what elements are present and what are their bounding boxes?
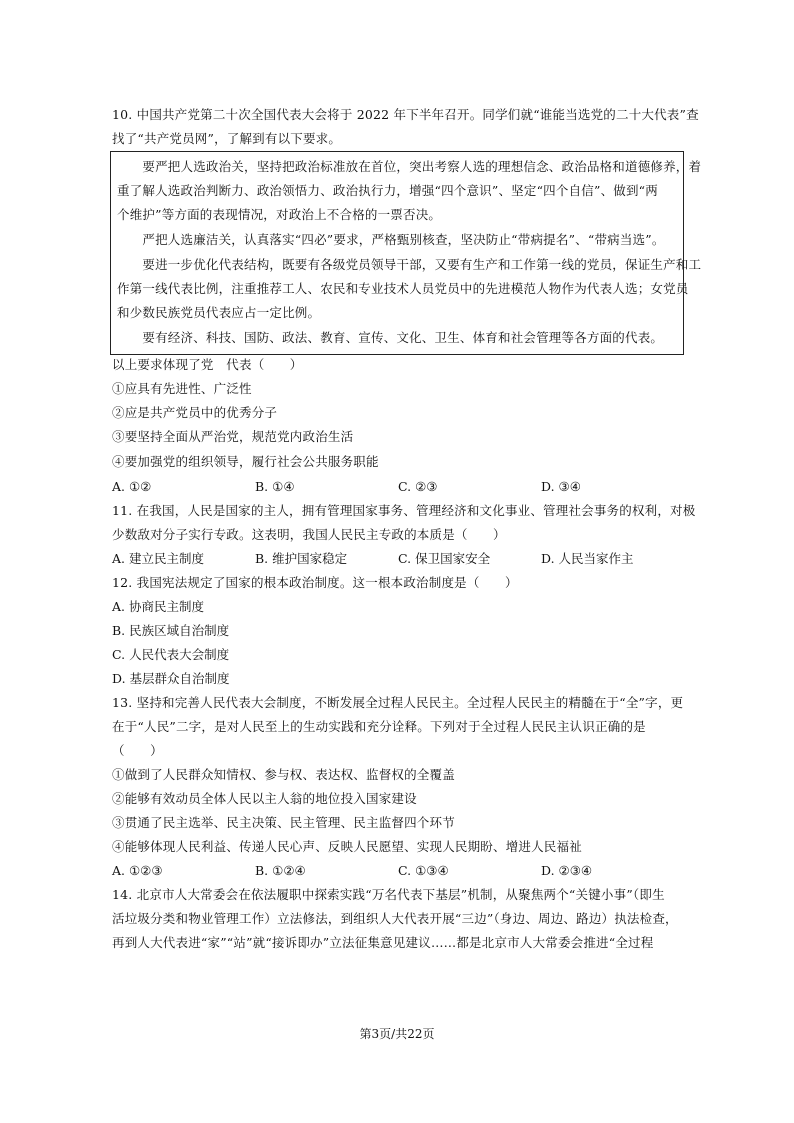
- q12-option-c[interactable]: C. 人民代表大会制度: [112, 647, 230, 662]
- q10-item-2: ②应是共产党员中的优秀分子: [112, 405, 278, 420]
- q12-option-b[interactable]: B. 民族区域自治制度: [112, 623, 230, 638]
- q13-option-d[interactable]: D. ②③④: [541, 863, 593, 878]
- q12-option-a[interactable]: A. 协商民主制度: [112, 599, 204, 614]
- q13-stem-line-3: （ ）: [112, 743, 163, 758]
- q10-item-3: ③要坚持全面从严治党，规范党内政治生活: [112, 429, 354, 444]
- material-line: 和少数民族党员代表应占一定比例。: [117, 305, 321, 320]
- q13-item-4: ④能够体现人民利益、传递人民心声、反映人民愿望、实现人民期盼、增进人民福祉: [112, 839, 582, 854]
- q13-option-c[interactable]: C. ①③④: [398, 863, 449, 878]
- q10-material-box: [110, 151, 702, 355]
- q11-option-a[interactable]: A. 建立民主制度: [112, 551, 204, 566]
- q11-stem-line-1: 11. 在我国，人民是国家的主人，拥有管理国家事务、管理经济和文化事业、管理社会事务的权利，对极: [112, 503, 696, 518]
- q10-option-c[interactable]: C. ②③: [398, 479, 438, 494]
- q10-stem-line-2: 找了“共产党员网”，了解到有以下要求。: [112, 131, 342, 146]
- material-line: 严把人选廉洁关，认真落实“四必”要求，严格甄别核查，坚决防止“带病提名”、“带病当选”。: [117, 232, 665, 247]
- q10-item-1: ①应具有先进性、广泛性: [112, 381, 252, 396]
- q10-option-a[interactable]: A. ①②: [112, 479, 152, 494]
- q13-item-3: ③贯通了民主选举、民主决策、民主管理、民主监督四个环节: [112, 815, 455, 830]
- q13-option-b[interactable]: B. ①②④: [255, 863, 306, 878]
- material-line: 重了解人选政治判断力、政治领悟力、政治执行力，增强“四个意识”、坚定“四个自信”、做到“两: [117, 183, 658, 198]
- q10-question: 以上要求体现了党 代表（ ）: [112, 357, 303, 372]
- q10-stem-line-1: 10. 中国共产党第二十次全国代表大会将于 2022 年下半年召开。同学们就“谁能当选党的二十大代表”查: [112, 107, 699, 122]
- q10-item-4: ④要加强党的组织领导，履行社会公共服务职能: [112, 454, 379, 469]
- material-line: 作第一线代表比例，注重推荐工人、农民和专业技术人员党员中的先进模范人物作为代表人选；女党员: [117, 281, 689, 296]
- q13-item-2: ②能够有效动员全体人民以主人翁的地位投入国家建设: [112, 791, 417, 806]
- page-number: 第3页/共22页: [359, 1027, 435, 1041]
- q11-option-d[interactable]: D. 人民当家作主: [541, 551, 634, 566]
- q12-option-d[interactable]: D. 基层群众自治制度: [112, 671, 230, 686]
- q13-stem-line-2: 在于“人民”二字，是对人民至上的生动实践和充分诠释。下列对于全过程人民民主认识正确的是: [112, 719, 646, 734]
- material-line: 要进一步优化代表结构，既要有各级党员领导干部，又要有生产和工作第一线的党员，保证生产和工: [117, 257, 702, 272]
- q14-stem-line-1: 14. 北京市人大常委会在依法履职中探索实践“万名代表下基层”机制，从聚焦两个“关键小事”（即生: [112, 887, 665, 902]
- q13-stem-line-1: 13. 坚持和完善人民代表大会制度，不断发展全过程人民民主。全过程人民民主的精髓在于“全”字，更: [112, 695, 684, 710]
- material-line: 要严把人选政治关，坚持把政治标准放在首位，突出考察人选的理想信念、政治品格和道德修养，着: [117, 159, 702, 174]
- q14-stem-line-2: 活垃圾分类和物业管理工作）立法修法，到组织人大代表开展“三边”（身边、周边、路边）执法检查，: [112, 911, 678, 926]
- material-line: 个维护”等方面的表现情况，对政治上不合格的一票否决。: [117, 207, 442, 222]
- q10-option-b[interactable]: B. ①④: [255, 479, 295, 494]
- q14-stem-line-3: 再到人大代表进“家”“站”就“接诉即办”立法征集意见建议……都是北京市人大常委会推进“全过程: [112, 935, 654, 950]
- q10-option-d[interactable]: D. ③④: [541, 479, 581, 494]
- q11-option-b[interactable]: B. 维护国家稳定: [255, 551, 348, 566]
- q13-item-1: ①做到了人民群众知情权、参与权、表达权、监督权的全覆盖: [112, 767, 455, 782]
- q11-stem-line-2: 少数敌对分子实行专政。这表明，我国人民民主专政的本质是（ ）: [112, 527, 506, 542]
- q13-option-a[interactable]: A. ①②③: [112, 863, 163, 878]
- q11-option-c[interactable]: C. 保卫国家安全: [398, 551, 491, 566]
- material-line: 要有经济、科技、国防、政法、教育、宣传、文化、卫生、体育和社会管理等各方面的代表。: [117, 330, 664, 345]
- q12-stem: 12. 我国宪法规定了国家的根本政治制度。这一根本政治制度是（ ）: [112, 575, 518, 590]
